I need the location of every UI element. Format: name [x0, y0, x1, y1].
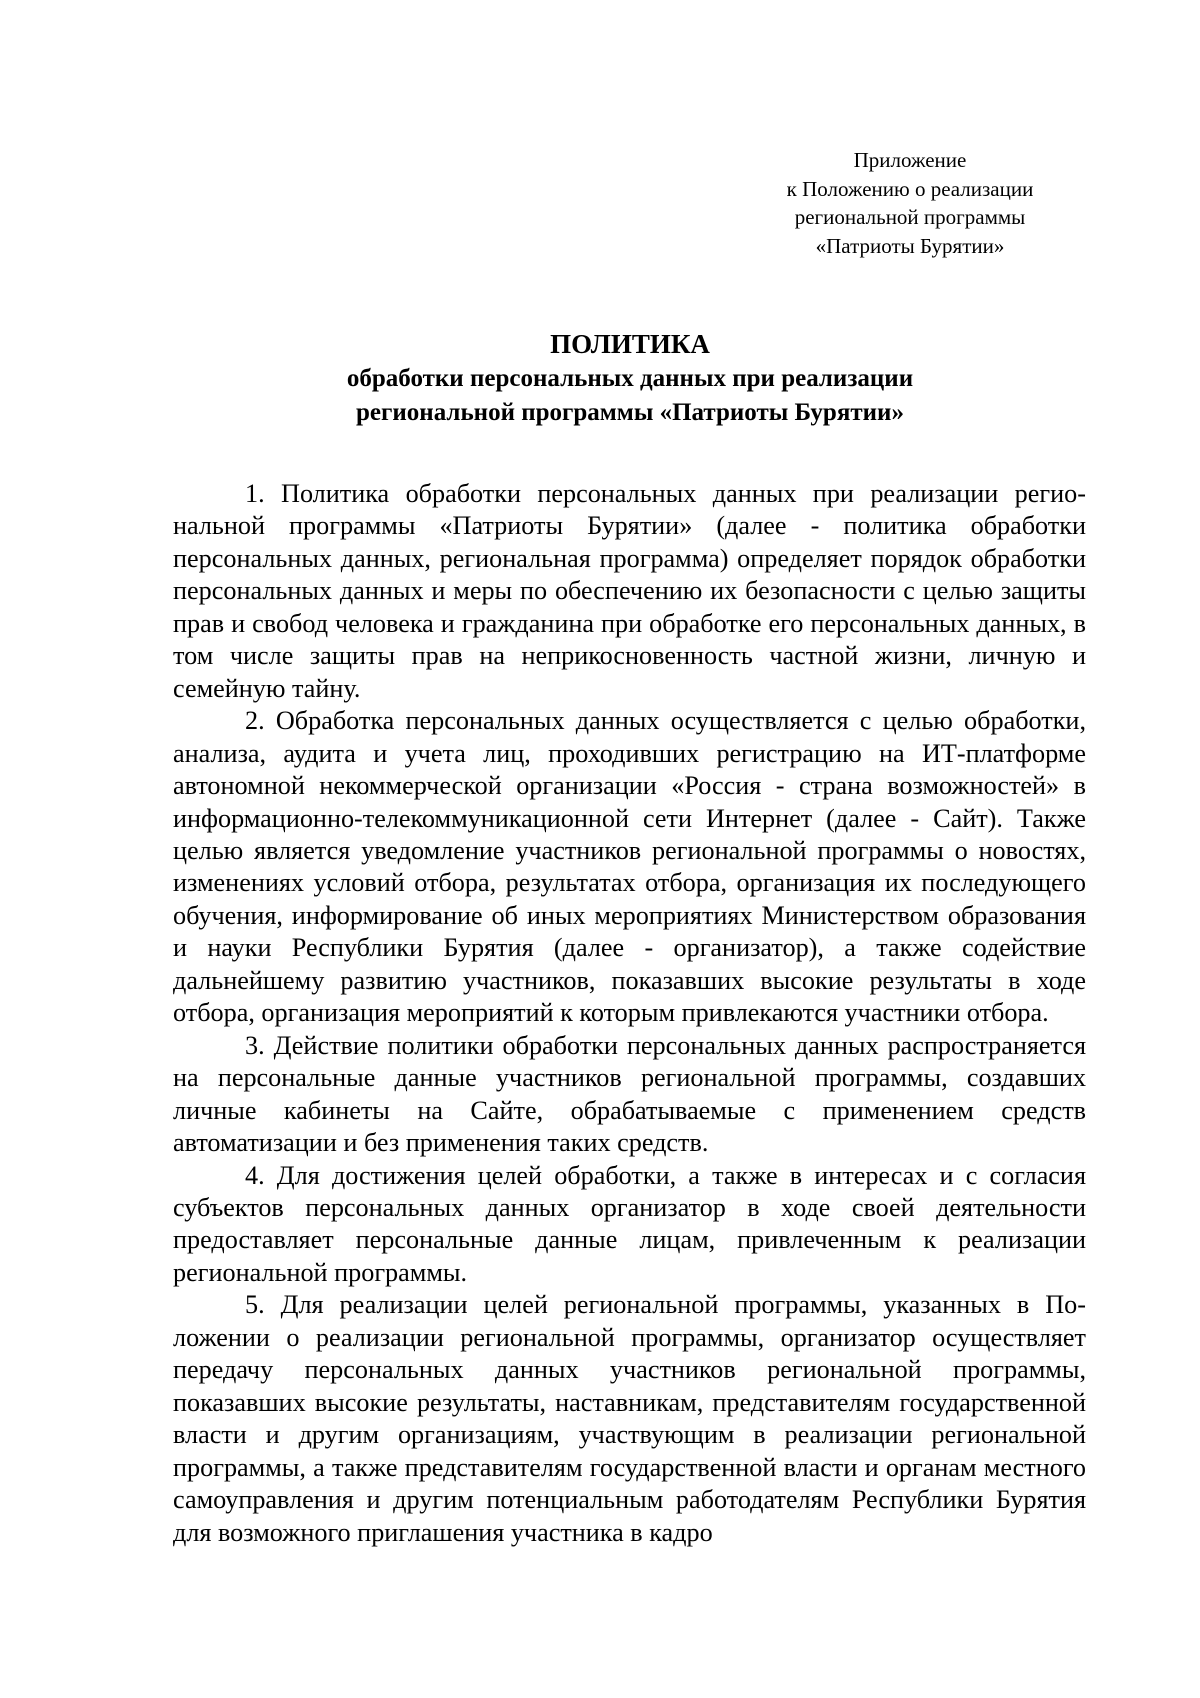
title-subtitle-line-2: региональной программы «Патриоты Бурятии»	[356, 399, 904, 426]
appendix-line: региональной программы	[794, 205, 1026, 229]
appendix-line: «Патриоты Бурятии»	[815, 233, 1005, 258]
paragraph-1: 1. Политика обработки персональных данных при реализации региональной программы «Патриоты Бурятии» (далее - политика обработки персональных данных, региональная программа) определяет порядок обработки персональных данных и меры по обеспечению их безопасности с целью защиты прав и свобод человека и гражданина при обработке его персональных данных, в том числе защиты прав на неприкосновенность частной жизни, личную и семейную тайну.	[173, 479, 1086, 703]
appendix-line: к Положению о реализации	[786, 176, 1034, 201]
appendix-header	[760, 146, 1060, 260]
title-main: ПОЛИТИКА	[550, 329, 710, 359]
paragraph-2: 2. Обработка персональных данных осуществляется с целью обработки, анализа, аудита и учета лиц, проходивших регистрацию на ИТ-платформе автономной некоммерческой организации «Россия - страна возможностей» в информационно-телекоммуникационной сети Интернет (далее - Сайт). Также целью является уведомление участников региональной программы о новостях, изменениях условий отбора, результатах отбора, организация их последующего обучения, информирование об иных мероприятиях Министерством образования и науки Республики Бурятия (далее - организатор), а также содействие дальнейшему развитию участников, показавших высокие результаты в ходе отбора, организация мероприятий к которым привлекаются участники отбора.	[173, 706, 1086, 1028]
paragraph-4: 4. Для достижения целей обработки, а также в интересах и с согласия субъектов персональных данных организатор в ходе своей деятельности предоставляет персональные данные лицам, привлеченным к реализации региональной программы.	[173, 1160, 1086, 1287]
document-body	[173, 478, 1086, 1549]
paragraph-5: 5. Для реализации целей региональной программы, указанных в Положении о реализации региональной программы, организатор осуществляет передачу персональных данных участников региональной программы, показавших высокие результаты, наставникам, представителям государственной власти и другим организациям, участвующим в реализации региональной программы, а также представителям государственной власти и органам местного самоуправления и другим потенциальным работодателям Республики Бурятия для возможного приглашения участника в кадро	[173, 1290, 1086, 1547]
document-title	[170, 326, 1090, 430]
appendix-line: Приложение	[853, 148, 967, 172]
title-subtitle-line-1: обработки персональных данных при реализации	[346, 365, 914, 392]
paragraph-3: 3. Действие политики обработки персональных данных распространяется на персональные данные участников региональной программы, создавших личные кабинеты на Сайте, обрабатываемые с применением средств автоматизации и без применения таких средств.	[173, 1030, 1086, 1158]
